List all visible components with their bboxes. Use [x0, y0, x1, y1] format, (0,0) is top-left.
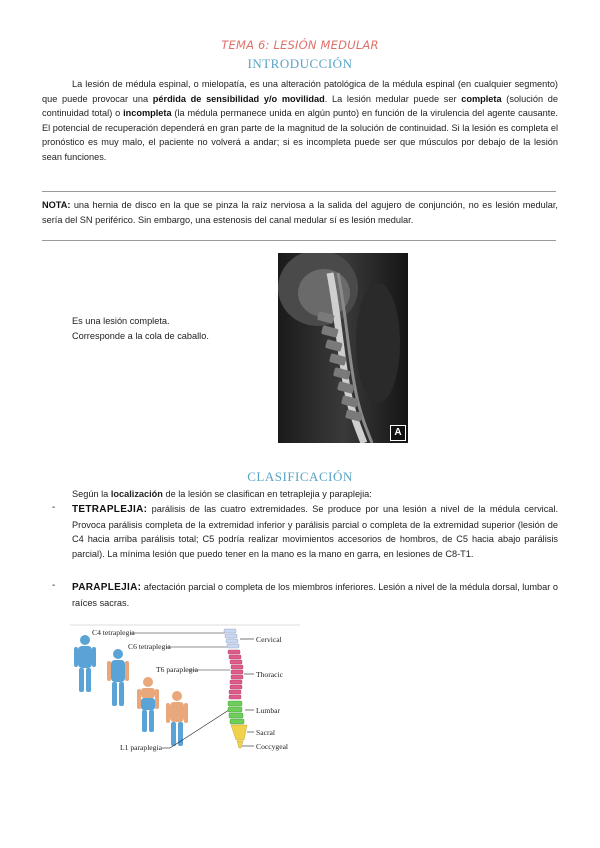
classification-heading: CLASIFICACIÓN: [247, 469, 353, 484]
spinal-levels-figure: [70, 624, 300, 756]
region-cervical: Cervical: [256, 635, 282, 644]
region-thoracic: Thoracic: [256, 670, 283, 679]
label-c4-tetraplegia: C4 tetraplegia: [92, 628, 135, 637]
region-lumbar: Lumbar: [256, 706, 281, 715]
divider-top: [42, 191, 556, 192]
intro-paragraph: La lesión de médula espinal, o mielopatía, es una alteración patológica de la médula espinal (en cualquier segmento) que puede provocar una pérdida de sensibilidad y/o movilidad. La lesión medular puede ser completa (solución de continuidad total) o incompleta (la médula permanece unida en algún punto) en función de la virulencia del agente causante. El potencial de recuperación dependerá en gran parte de la magnitud de la solución de continuidad. Si la lesión es completa el pronóstico es muy malo, el paciente no volverá a andar; si es incompleta puede ser que músculos por debajo de la lesión sean funciones.: [42, 79, 558, 162]
classification-intro: Según la localización de la lesión se clasifican en tetraplejia y paraplejia:: [72, 489, 372, 499]
topic-title: TEMA 6: LESIÓN MEDULAR: [221, 38, 379, 52]
label-c6-tetraplegia: C6 tetraplegia: [128, 642, 171, 651]
bullet-tetraplejia: TETRAPLEJIA: parálisis de las cuatro extremidades. Se produce por una lesión a nivel de la médula cervical. Provoca parálisis completa de la extremidad inferior y parálisis parcial o completa de la extremidad superior (lesión de C4 hacia arriba parálisis total; C5 podría realizar movimientos accesorios de hombros, de C5 hacia abajo parálisis parcial). La mínima lesión que puedo tener en la mano es la mano en garra, en lesiones de C8-T1.: [72, 504, 558, 559]
spinal-levels-illustration: [70, 624, 300, 756]
label-l1-paraplegia: L1 paraplegia: [120, 743, 162, 752]
note-label: NOTA:: [42, 200, 71, 210]
region-coccygeal: Coccygeal: [256, 742, 289, 751]
mri-image: [278, 253, 408, 443]
region-sacral: Sacral: [256, 728, 275, 737]
label-t6-paraplegia: T6 paraplegia: [156, 665, 198, 674]
divider-bottom: [42, 240, 556, 241]
caption-line-1: Es una lesión completa.: [72, 316, 170, 326]
intro-heading: INTRODUCCIÓN: [247, 56, 353, 71]
mri-spine-illustration: [278, 253, 408, 443]
mri-panel-label: A: [390, 425, 406, 441]
caption-line-2: Corresponde a la cola de caballo.: [72, 331, 209, 341]
bullet-dash-paraplejia: -: [52, 580, 56, 591]
note-paragraph: NOTA: una hernia de disco en la que se pinza la raíz nerviosa a la salida del agujero de conjunción, no es lesión medular, sería del SN periférico. Sin embargo, una estenosis del canal medular sí es lesión medular.: [42, 200, 558, 225]
bullet-dash-tetraplejia: -: [52, 502, 56, 513]
bullet-paraplejia: PARAPLEJIA: afectación parcial o completa de los miembros inferiores. Lesión a nivel de la médula dorsal, lumbar o raíces sacras.: [72, 582, 558, 608]
